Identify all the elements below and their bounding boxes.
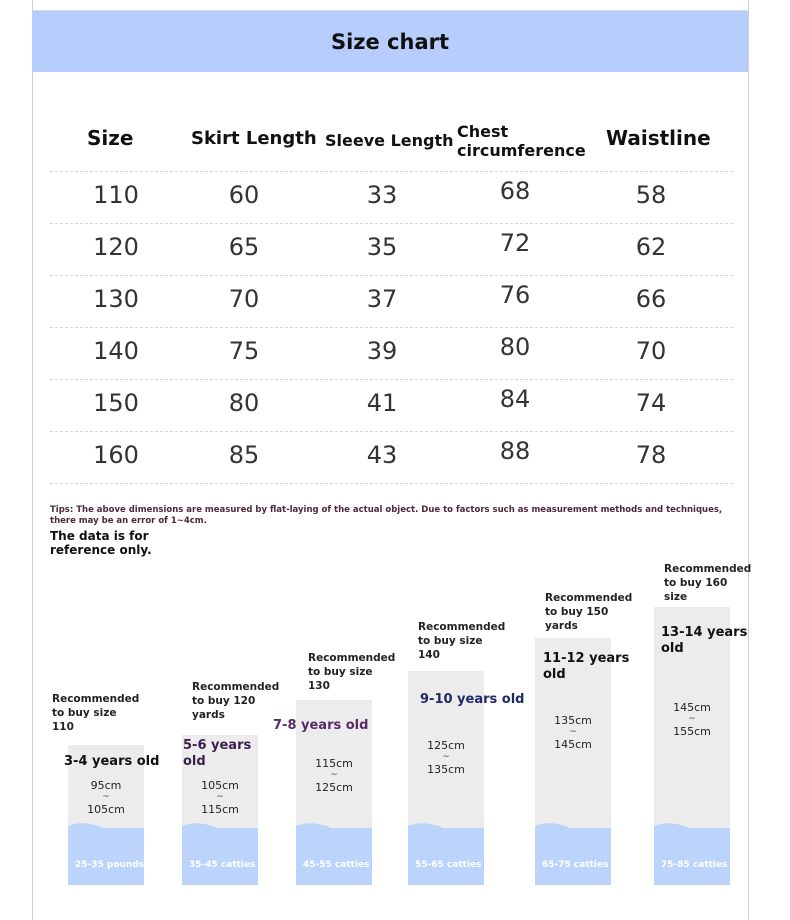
height-max: 145cm [554, 738, 592, 751]
reference-note: The data is for reference only. [50, 529, 152, 557]
cell-chest: 88 [499, 437, 531, 465]
cell-size: 140 [93, 337, 139, 365]
height-min: 115cm [315, 757, 353, 770]
cell-size: 160 [93, 441, 139, 469]
wave-decoration [408, 821, 484, 839]
row-divider [50, 483, 733, 484]
recommended-size-label: Recommended to buy size 110 [52, 693, 140, 733]
height-range-tilde: ~ [216, 792, 224, 802]
cell-chest: 76 [499, 281, 531, 309]
cell-size: 130 [93, 285, 139, 313]
cell-skirt-length: 70 [228, 285, 260, 313]
row-divider [50, 223, 733, 224]
height-min: 125cm [427, 739, 465, 752]
recommended-size-label: Recommended to buy 120 yards [192, 681, 280, 721]
recommended-size-label: Recommended to buy 160 size [664, 563, 752, 603]
column-header-skirt-length: Skirt Length [191, 128, 317, 149]
height-min: 135cm [554, 714, 592, 727]
cell-skirt-length: 80 [228, 389, 260, 417]
cell-skirt-length: 75 [228, 337, 260, 365]
cell-chest: 80 [499, 333, 531, 361]
weight-range: 25-35 pounds [75, 860, 144, 870]
height-range-tilde: ~ [569, 727, 577, 737]
page-title: Size chart [330, 29, 450, 54]
weight-range: 75-85 catties [661, 860, 728, 870]
cell-waistline: 66 [635, 285, 667, 313]
cell-sleeve-length: 37 [366, 285, 398, 313]
wave-decoration [654, 821, 730, 839]
age-label: 13-14 years old [661, 625, 748, 656]
cell-waistline: 78 [635, 441, 667, 469]
age-label: 5-6 years old [183, 738, 252, 769]
row-divider [50, 275, 733, 276]
height-min: 105cm [201, 779, 239, 792]
recommended-size-label: Recommended to buy size 140 [418, 621, 506, 661]
age-label: 3-4 years old [64, 754, 160, 769]
height-max: 115cm [201, 803, 239, 816]
wave-decoration [182, 821, 258, 839]
cell-waistline: 62 [635, 233, 667, 261]
height-max: 125cm [315, 781, 353, 794]
cell-size: 110 [93, 181, 139, 209]
height-range-tilde: ~ [442, 752, 450, 762]
height-max: 155cm [673, 725, 711, 738]
column-header-size: Size [87, 126, 134, 150]
height-max: 105cm [87, 803, 125, 816]
height-min: 95cm [90, 779, 122, 792]
recommended-size-label: Recommended to buy 150 yards [545, 592, 633, 632]
row-divider [50, 171, 733, 172]
height-min: 145cm [673, 701, 711, 714]
age-label: 11-12 years old [543, 651, 630, 682]
row-divider [50, 327, 733, 328]
weight-range: 35-45 catties [189, 860, 256, 870]
cell-skirt-length: 85 [228, 441, 260, 469]
cell-chest: 84 [499, 385, 531, 413]
cell-waistline: 58 [635, 181, 667, 209]
age-label: 7-8 years old [273, 718, 369, 733]
height-max: 135cm [427, 763, 465, 776]
column-header-sleeve-length: Sleeve Length [325, 131, 454, 150]
cell-chest: 72 [499, 229, 531, 257]
cell-size: 150 [93, 389, 139, 417]
cell-waistline: 70 [635, 337, 667, 365]
recommended-size-label: Recommended to buy size 130 [308, 652, 396, 692]
column-header-waistline: Waistline [606, 126, 711, 150]
weight-range: 55-65 catties [415, 860, 482, 870]
cell-sleeve-length: 39 [366, 337, 398, 365]
tips-text: Tips: The above dimensions are measured by flat-laying of the actual object. Due to factors such as measurement methods and techniques, there may be an error of 1~4cm. [50, 505, 723, 526]
weight-range: 65-75 catties [542, 860, 609, 870]
cell-sleeve-length: 33 [366, 181, 398, 209]
cell-skirt-length: 65 [228, 233, 260, 261]
wave-decoration [535, 821, 611, 839]
cell-sleeve-length: 43 [366, 441, 398, 469]
cell-size: 120 [93, 233, 139, 261]
height-range-tilde: ~ [102, 792, 110, 802]
weight-range: 45-55 catties [303, 860, 370, 870]
row-divider [50, 379, 733, 380]
page-header [32, 11, 748, 72]
age-label: 9-10 years old [420, 692, 525, 707]
cell-sleeve-length: 41 [366, 389, 398, 417]
row-divider [50, 431, 733, 432]
wave-decoration [296, 821, 372, 839]
wave-decoration [68, 821, 144, 839]
height-range-tilde: ~ [688, 714, 696, 724]
cell-waistline: 74 [635, 389, 667, 417]
cell-skirt-length: 60 [228, 181, 260, 209]
height-range-tilde: ~ [330, 770, 338, 780]
cell-chest: 68 [499, 177, 531, 205]
cell-sleeve-length: 35 [366, 233, 398, 261]
column-header-chest-circumference: Chest circumference [457, 122, 586, 160]
